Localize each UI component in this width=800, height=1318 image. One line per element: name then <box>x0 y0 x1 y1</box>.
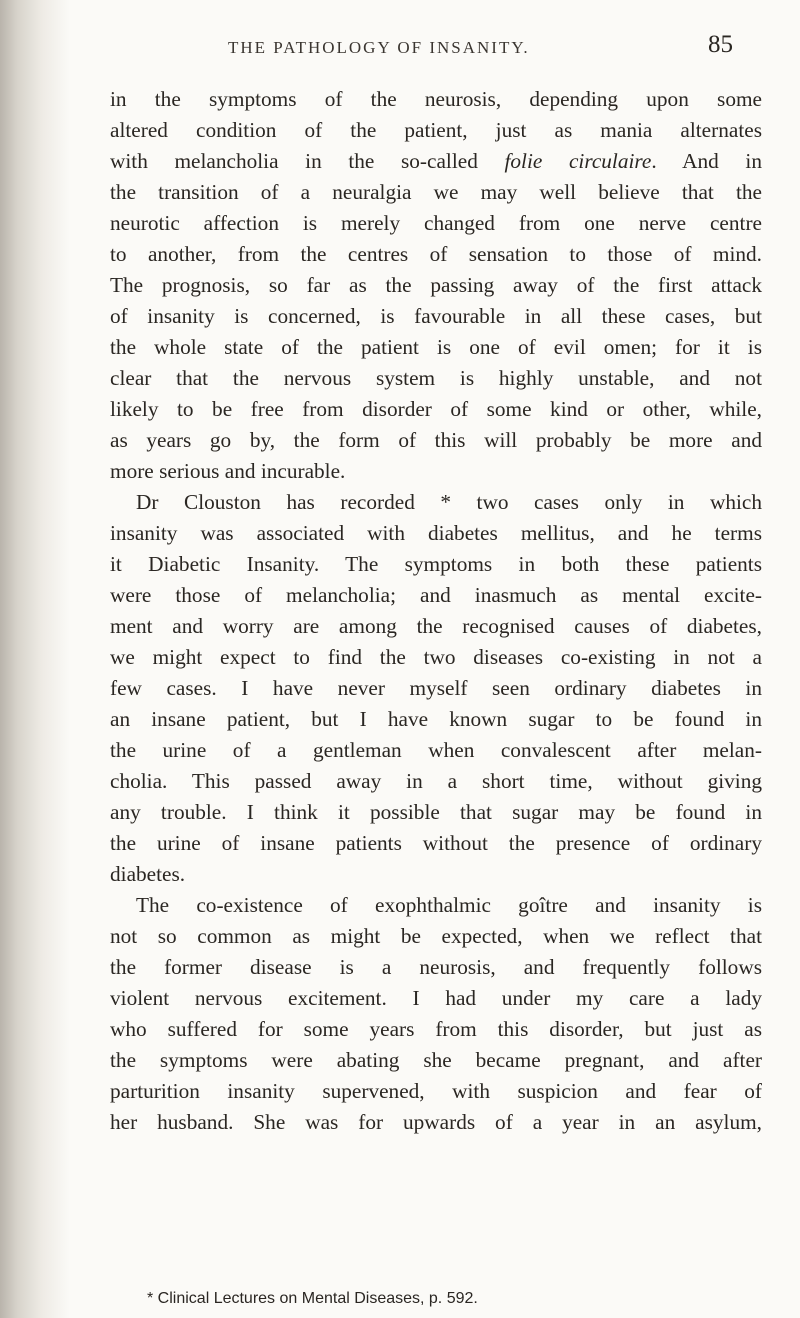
text-line: the urine of insane patients without the presence of ordinary <box>110 831 762 855</box>
text-line: the transition of a neuralgia we may well believe that the <box>110 180 762 204</box>
text-line: The prognosis, so far as the passing away of the first attack <box>110 273 762 297</box>
text-line: in the symptoms of the neurosis, depending upon some <box>110 87 762 111</box>
text-line-folie-circulaire: with melancholia in the so-called folie circulaire. And in <box>110 149 762 173</box>
text-line: who suffered for some years from this disorder, but just as <box>110 1017 762 1041</box>
text-line: any trouble. I think it possible that sugar may be found in <box>110 800 762 824</box>
text-line: it Diabetic Insanity. The symptoms in both these patients <box>110 552 762 576</box>
text-line: to another, from the centres of sensation to those of mind. <box>110 242 762 266</box>
text-line: more serious and incurable. <box>110 459 346 483</box>
body-text <box>110 84 762 1138</box>
italic-term: folie circulaire <box>504 149 652 173</box>
text-line: of insanity is concerned, is favourable in all these cases, but <box>110 304 762 328</box>
text-line: the symptoms were abating she became pregnant, and after <box>110 1048 762 1072</box>
text-line: the former disease is a neurosis, and frequently follows <box>110 955 762 979</box>
text-line: insanity was associated with diabetes mellitus, and he terms <box>110 521 762 545</box>
text-line: ment and worry are among the recognised causes of diabetes, <box>110 614 762 638</box>
paragraph-start: Dr Clouston has recorded * two cases only in which <box>136 490 762 514</box>
spine-shadow <box>0 0 70 1318</box>
text-line: altered condition of the patient, just as mania alternates <box>110 118 762 142</box>
text-line: an insane patient, but I have known sugar to be found in <box>110 707 762 731</box>
text-line: diabetes. <box>110 862 186 886</box>
text-line: cholia. This passed away in a short time, without giving <box>110 769 762 793</box>
footnote: * Clinical Lectures on Mental Diseases, p. 592. <box>147 1290 478 1307</box>
text-line: were those of melancholia; and inasmuch as mental excite- <box>110 583 762 607</box>
text-line: clear that the nervous system is highly unstable, and not <box>110 366 762 390</box>
text-line: the urine of a gentleman when convalescent after melan- <box>110 738 762 762</box>
text-line: not so common as might be expected, when we reflect that <box>110 924 762 948</box>
text-line: we might expect to find the two diseases co-existing in not a <box>110 645 762 669</box>
page-number: 85 <box>708 31 733 58</box>
text-line: her husband. She was for upwards of a year in an asylum, <box>110 1110 762 1134</box>
text-line: neurotic affection is merely changed from one nerve centre <box>110 211 762 235</box>
running-head: THE PATHOLOGY OF INSANITY. <box>228 38 530 57</box>
paragraph-start: The co-existence of exophthalmic goître and insanity is <box>136 893 762 917</box>
text-line: few cases. I have never myself seen ordinary diabetes in <box>110 676 762 700</box>
text-line: violent nervous excitement. I had under my care a lady <box>110 986 762 1010</box>
text-line: likely to be free from disorder of some kind or other, while, <box>110 397 762 421</box>
text-line: the whole state of the patient is one of evil omen; for it is <box>110 335 762 359</box>
text-line: as years go by, the form of this will probably be more and <box>110 428 762 452</box>
text-line: parturition insanity supervened, with suspicion and fear of <box>110 1079 762 1103</box>
